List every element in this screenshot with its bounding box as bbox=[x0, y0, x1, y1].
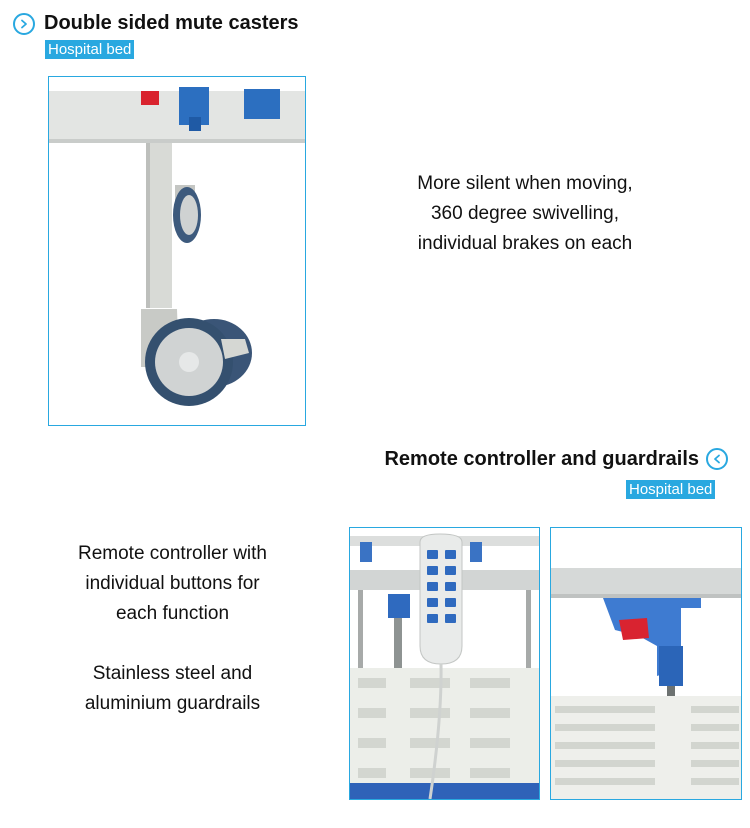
section2-description bbox=[30, 539, 315, 719]
guardrail-photo bbox=[550, 527, 742, 800]
description-line: individual brakes on each bbox=[417, 233, 633, 254]
section2-heading: Remote controller and guardrails bbox=[384, 448, 699, 470]
section2-tag: Hospital bed bbox=[626, 480, 715, 499]
chevron-right-icon[interactable] bbox=[13, 13, 35, 35]
description-line: each function bbox=[115, 603, 230, 624]
description-line: 360 degree swivelling, bbox=[430, 203, 619, 224]
caster-photo bbox=[48, 76, 306, 426]
section1-description bbox=[370, 169, 680, 259]
chevron-left-icon[interactable] bbox=[706, 448, 728, 470]
description-line: Stainless steel and bbox=[92, 663, 253, 684]
description-line: Remote controller with bbox=[77, 543, 268, 564]
section1-tag: Hospital bed bbox=[45, 40, 134, 59]
description-line: individual buttons for bbox=[85, 573, 260, 594]
section1-heading: Double sided mute casters bbox=[44, 12, 299, 34]
remote-controller-photo bbox=[349, 527, 540, 800]
description-line: More silent when moving, bbox=[417, 173, 633, 194]
description-line bbox=[30, 629, 315, 659]
description-line: aluminium guardrails bbox=[84, 693, 261, 714]
